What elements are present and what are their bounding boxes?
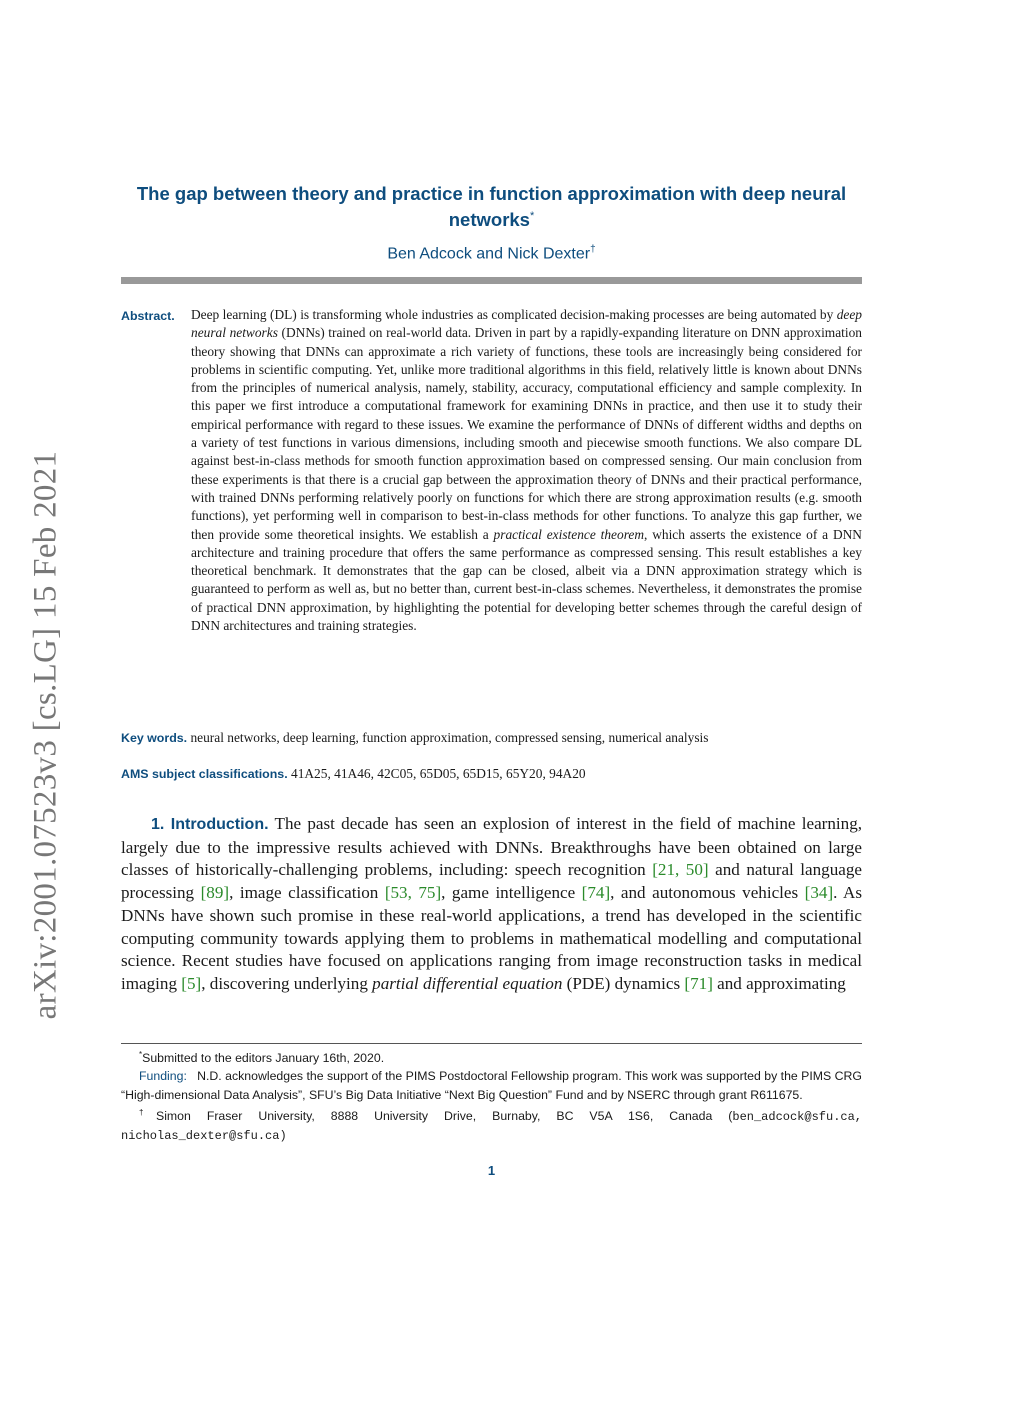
footnote-mark: *: [139, 1050, 143, 1059]
body-text: (PDE) dynamics: [562, 973, 685, 993]
body-text: , image classification: [229, 883, 385, 903]
funding-label: Funding:: [139, 1069, 187, 1084]
citation-link[interactable]: [89]: [200, 883, 230, 903]
abstract: [121, 306, 862, 635]
ams-text: 41A25, 41A46, 42C05, 65D05, 65D15, 65Y20, 94A20: [291, 766, 586, 781]
abstract-body: [191, 306, 862, 635]
citation-link[interactable]: [5]: [181, 973, 202, 993]
page-number: 1: [487, 1163, 496, 1178]
footnote-submitted: [121, 1046, 862, 1067]
title-text: The gap between theory and practice in function approximation with deep neural networks: [136, 183, 847, 231]
arxiv-identifier: arXiv:2001.07523v3 [cs.LG] 15 Feb 2021: [27, 450, 64, 1020]
email-separator: ,: [854, 1110, 862, 1125]
body-text: , discovering underlying: [201, 973, 373, 993]
introduction-paragraph: [121, 813, 862, 996]
keywords-text: neural networks, deep learning, function approximation, compressed sensing, numerical analysis: [190, 730, 709, 745]
ams-classifications: [121, 766, 862, 782]
email-link[interactable]: nicholas_dexter@sfu.ca: [121, 1129, 280, 1144]
title-rule: [121, 277, 862, 284]
authors: [121, 244, 862, 263]
footnote-affiliation: [121, 1104, 862, 1146]
abstract-text: , which asserts the existence of a DNN architecture and training procedure that offers the same performance as compressed sensing. This result establishes a key theoretical benchmark. It demonstrates that the gap can be closed, albeit via a DNN approximation strategy which is guaranteed to perform as well as, but no better than, current best-in-class schemes. Nevertheless, it demonstrates the promise of practical DNN approximation, by highlighting the potential for developing better schemes through the careful design of DNN architectures and training strategies.: [191, 526, 862, 634]
abstract-text: (DNNs) trained on real-world data. Driven in part by a rapidly-expanding literature on DNN approximation theory showing that DNNs can approximate a rich variety of functions, these tools are increasingly being considered for problems in scientific computing. Yet, unlike more traditional algorithms in this field, relatively little is known about DNNs from the principles of numerical analysis, namely, stability, accuracy, computational efficiency and sample complexity. In this paper we first introduce a computational framework for examining DNNs in practice, and then use it to study their empirical performance with regard to these issues. We examine the performance of DNNs of different widths and depths on a variety of test functions in various dimensions, including smooth and piecewise smooth functions. We also compare DL against best-in-class methods for smooth function approximation based on compressed sensing. Our main conclusion from these experiments is that there is a crucial gap between the approximation theory of DNNs and their practical performance, with trained DNNs performing relatively poorly on functions for which there are strong approximation results (e.g. smooth functions), yet performing well in comparison to best-in-class methods for other functions. To analyze this gap further, we then provide some theoretical insights. We establish a: [191, 325, 862, 542]
footnote-mark: †: [139, 1107, 156, 1117]
abstract-label: Abstract.: [121, 309, 175, 323]
footnote-funding: [121, 1067, 862, 1104]
arxiv-sidebar: [28, 440, 64, 1030]
affiliation-text: Simon Fraser University, 8888 University Drive, Burnaby, BC V5A 1S6, Canada (: [156, 1109, 733, 1124]
paper-title: [121, 182, 862, 231]
body-text: . As DNNs have shown such promise in these real-world applications, a trend has developed in the scientific computing community towards applying them to problems in mathematical modelling and computational science. Recent studies have focused on applications ranging from image reconstruction tasks in medical imaging: [121, 883, 862, 993]
funding-text: N.D. acknowledges the support of the PIMS Postdoctoral Fellowship program. This work was supported by the PIMS CRG “High-dimensional Data Analysis”, SFU’s Big Data Initiative “Next Big Question” Fund and by NSERC through grant R611675.: [121, 1069, 862, 1102]
keywords: [121, 730, 862, 746]
footnotes: [121, 1046, 862, 1146]
footnote-text: Submitted to the editors January 16th, 2020.: [142, 1051, 385, 1066]
body-text: , game intelligence: [441, 883, 582, 903]
citation-link[interactable]: [21, 50]: [652, 860, 709, 880]
title-footnote-mark: *: [529, 210, 535, 222]
section-heading: 1. Introduction.: [151, 816, 269, 833]
body-text: and approximating: [712, 973, 846, 993]
abstract-text: Deep learning (DL) is transforming whole industries as complicated decision-making processes are being automated by: [191, 307, 837, 322]
body-text: , and autonomous vehicles: [610, 883, 805, 903]
abstract-emphasis: deep neural networks: [191, 307, 862, 341]
body-text: The past decade has seen an explosion of interest in the field of machine learning, largely due to the impressive results achieved with DNNs. Breakthroughs have been obtained on large classes of historically-challenging problems, including: speech recognition: [121, 814, 863, 880]
body-emphasis: partial differential equation: [372, 973, 563, 993]
footnote-rule: [121, 1043, 862, 1044]
citation-link[interactable]: [71]: [684, 973, 713, 993]
author-names: Ben Adcock and Nick Dexter: [387, 245, 591, 263]
citation-link[interactable]: [74]: [581, 883, 611, 903]
ams-label: AMS subject classifications.: [121, 767, 288, 781]
keywords-label: Key words.: [121, 731, 188, 745]
citation-link[interactable]: [53, 75]: [384, 883, 442, 903]
body-text: and natural language processing: [121, 860, 862, 903]
abstract-emphasis: practical existence theorem: [493, 526, 645, 542]
closing-paren: ): [279, 1129, 287, 1144]
author-footnote-mark: †: [590, 244, 596, 255]
email-link[interactable]: ben_adcock@sfu.ca: [732, 1110, 855, 1125]
citation-link[interactable]: [34]: [804, 883, 834, 903]
